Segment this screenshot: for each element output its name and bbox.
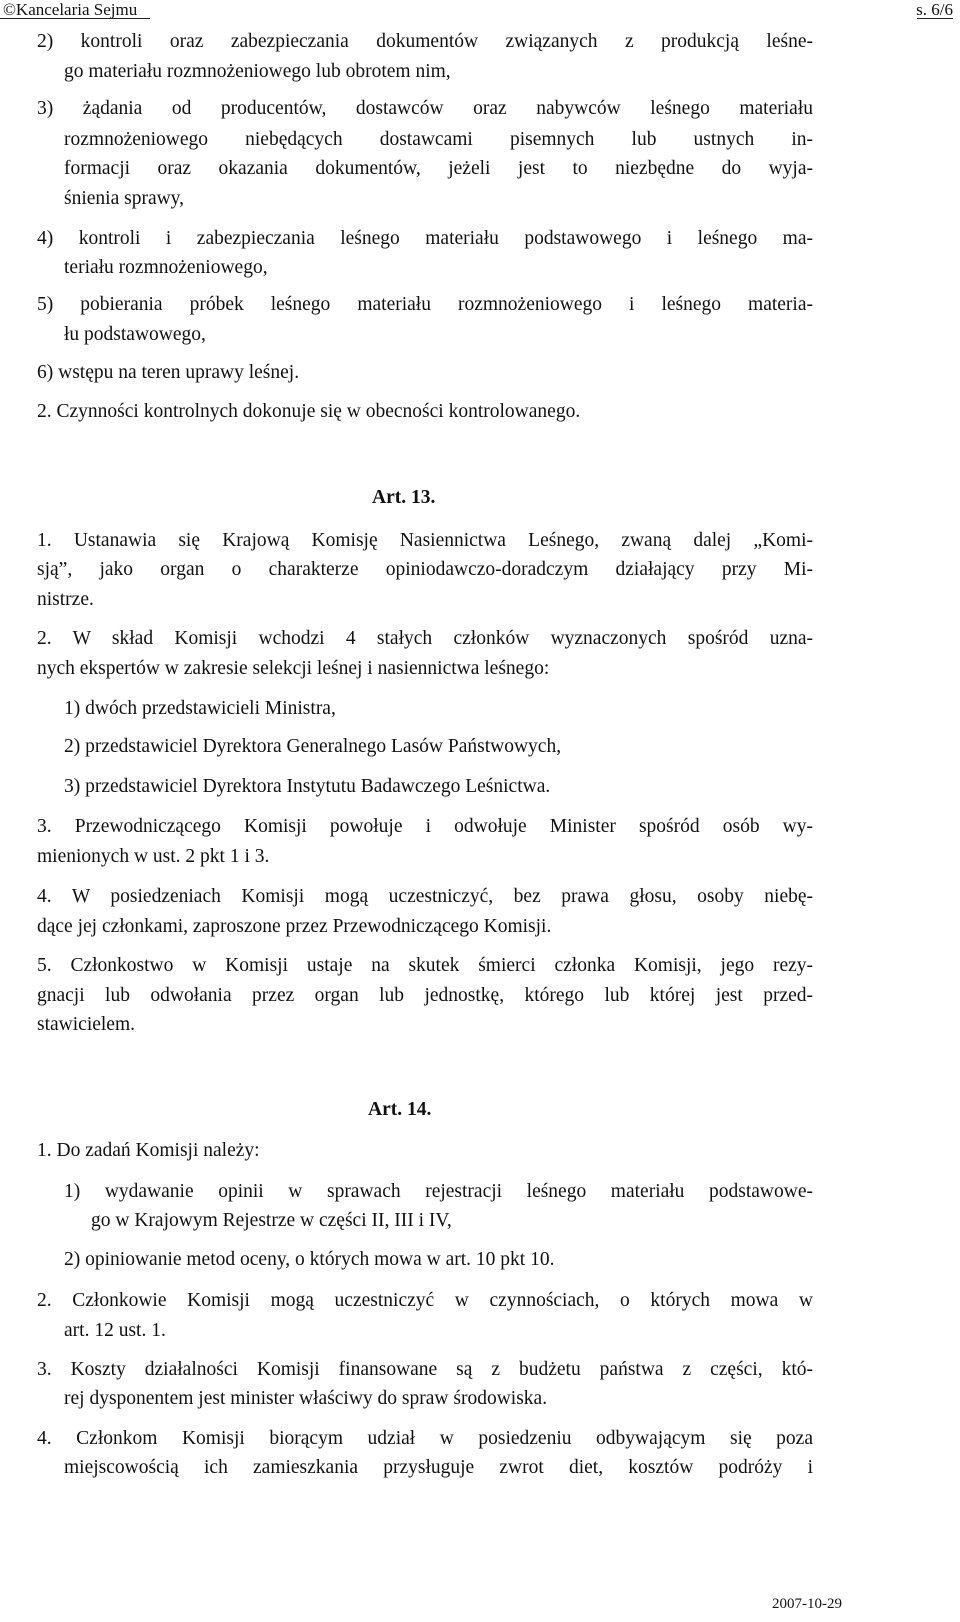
text-line: 2) przedstawiciel Dyrektora Generalnego Lasów Państwowych, (64, 736, 562, 757)
text-line: teriału rozmnożeniowego, (64, 257, 268, 278)
text-line: 4. Członkom Komisji biorącym udział w posiedzeniu odbywającym się poza (37, 1428, 813, 1449)
text-line: 1) dwóch przedstawicieli Ministra, (64, 698, 336, 719)
text-line: go materiału rozmnożeniowego lub obrotem nim, (64, 61, 451, 82)
text-line: 1) wydawanie opinii w sprawach rejestracji leśnego materiału podstawowe- (64, 1181, 813, 1202)
text-line: dące jej członkami, zaproszone przez Przewodniczącego Komisji. (37, 916, 552, 937)
text-line: 1. Ustanawia się Krajową Komisję Nasiennictwa Leśnego, zwaną dalej „Komi- (37, 530, 813, 551)
text-line: śnienia sprawy, (64, 188, 185, 209)
text-line: go w Krajowym Rejestrze w części II, III i IV, (91, 1210, 452, 1231)
text-line: nych ekspertów w zakresie selekcji leśnej i nasiennictwa leśnego: (37, 658, 550, 679)
page-header (0, 0, 960, 22)
text-line: 4. W posiedzeniach Komisji mogą uczestniczyć, bez prawa głosu, osoby niebę- (37, 886, 813, 907)
text-line: 3. Koszty działalności Komisji finansowane są z budżetu państwa z części, któ- (37, 1359, 813, 1380)
text-line: 2. Członkowie Komisji mogą uczestniczyć w czynnościach, o których mowa w (37, 1290, 813, 1311)
page-number-underline (917, 18, 953, 19)
text-line: stawicielem. (37, 1014, 136, 1035)
text-line: mienionych w ust. 2 pkt 1 i 3. (37, 846, 270, 867)
footer-date: 2007-10-29 (772, 1596, 842, 1612)
article-heading: Art. 13. (372, 487, 436, 508)
text-line: 5. Członkostwo w Komisji ustaje na skutek śmierci członka Komisji, jego rezy- (37, 955, 813, 976)
text-line: rej dysponentem jest minister właściwy do spraw środowiska. (64, 1388, 548, 1409)
text-line: 4) kontroli i zabezpieczania leśnego materiału podstawowego i leśnego ma- (37, 228, 813, 249)
source-label: ©Kancelaria Sejmu (3, 0, 138, 19)
text-line: 2. W skład Komisji wchodzi 4 stałych członków wyznaczonych spośród uzna- (37, 628, 813, 649)
text-line: 2) opiniowanie metod oceny, o których mowa w art. 10 pkt 10. (64, 1249, 555, 1270)
text-line: nistrze. (37, 589, 94, 610)
text-line: rozmnożeniowego niebędących dostawcami pisemnych lub ustnych in- (64, 129, 813, 150)
text-line: 3) przedstawiciel Dyrektora Instytutu Badawczego Leśnictwa. (64, 776, 551, 797)
text-line: 5) pobierania próbek leśnego materiału rozmnożeniowego i leśnego materia- (37, 294, 813, 315)
text-line: 1. Do zadań Komisji należy: (37, 1140, 260, 1161)
text-line: 3. Przewodniczącego Komisji powołuje i odwołuje Minister spośród osób wy- (37, 816, 813, 837)
text-line: gnacji lub odwołania przez organ lub jednostkę, którego lub której jest przed- (37, 985, 813, 1006)
text-line: miejscowością ich zamieszkania przysługuje zwrot diet, kosztów podróży i (64, 1457, 813, 1478)
text-line: 3) żądania od producentów, dostawców oraz nabywców leśnego materiału (37, 98, 813, 119)
text-line: 2. Czynności kontrolnych dokonuje się w obecności kontrolowanego. (37, 401, 581, 422)
text-line: łu podstawowego, (64, 324, 206, 345)
text-line: 2) kontroli oraz zabezpieczania dokumentów związanych z produkcją leśne- (37, 31, 813, 52)
text-line: art. 12 ust. 1. (64, 1320, 166, 1341)
text-line: formacji oraz okazania dokumentów, jeżeli jest to niezbędne do wyja- (64, 158, 813, 179)
source-underline (0, 18, 150, 19)
text-line: 6) wstępu na teren uprawy leśnej. (37, 362, 300, 383)
article-heading: Art. 14. (368, 1099, 432, 1120)
page-number: s. 6/6 (916, 0, 953, 19)
text-line: sją”, jako organ o charakterze opiniodawczo-doradczym działający przy Mi- (37, 559, 813, 580)
